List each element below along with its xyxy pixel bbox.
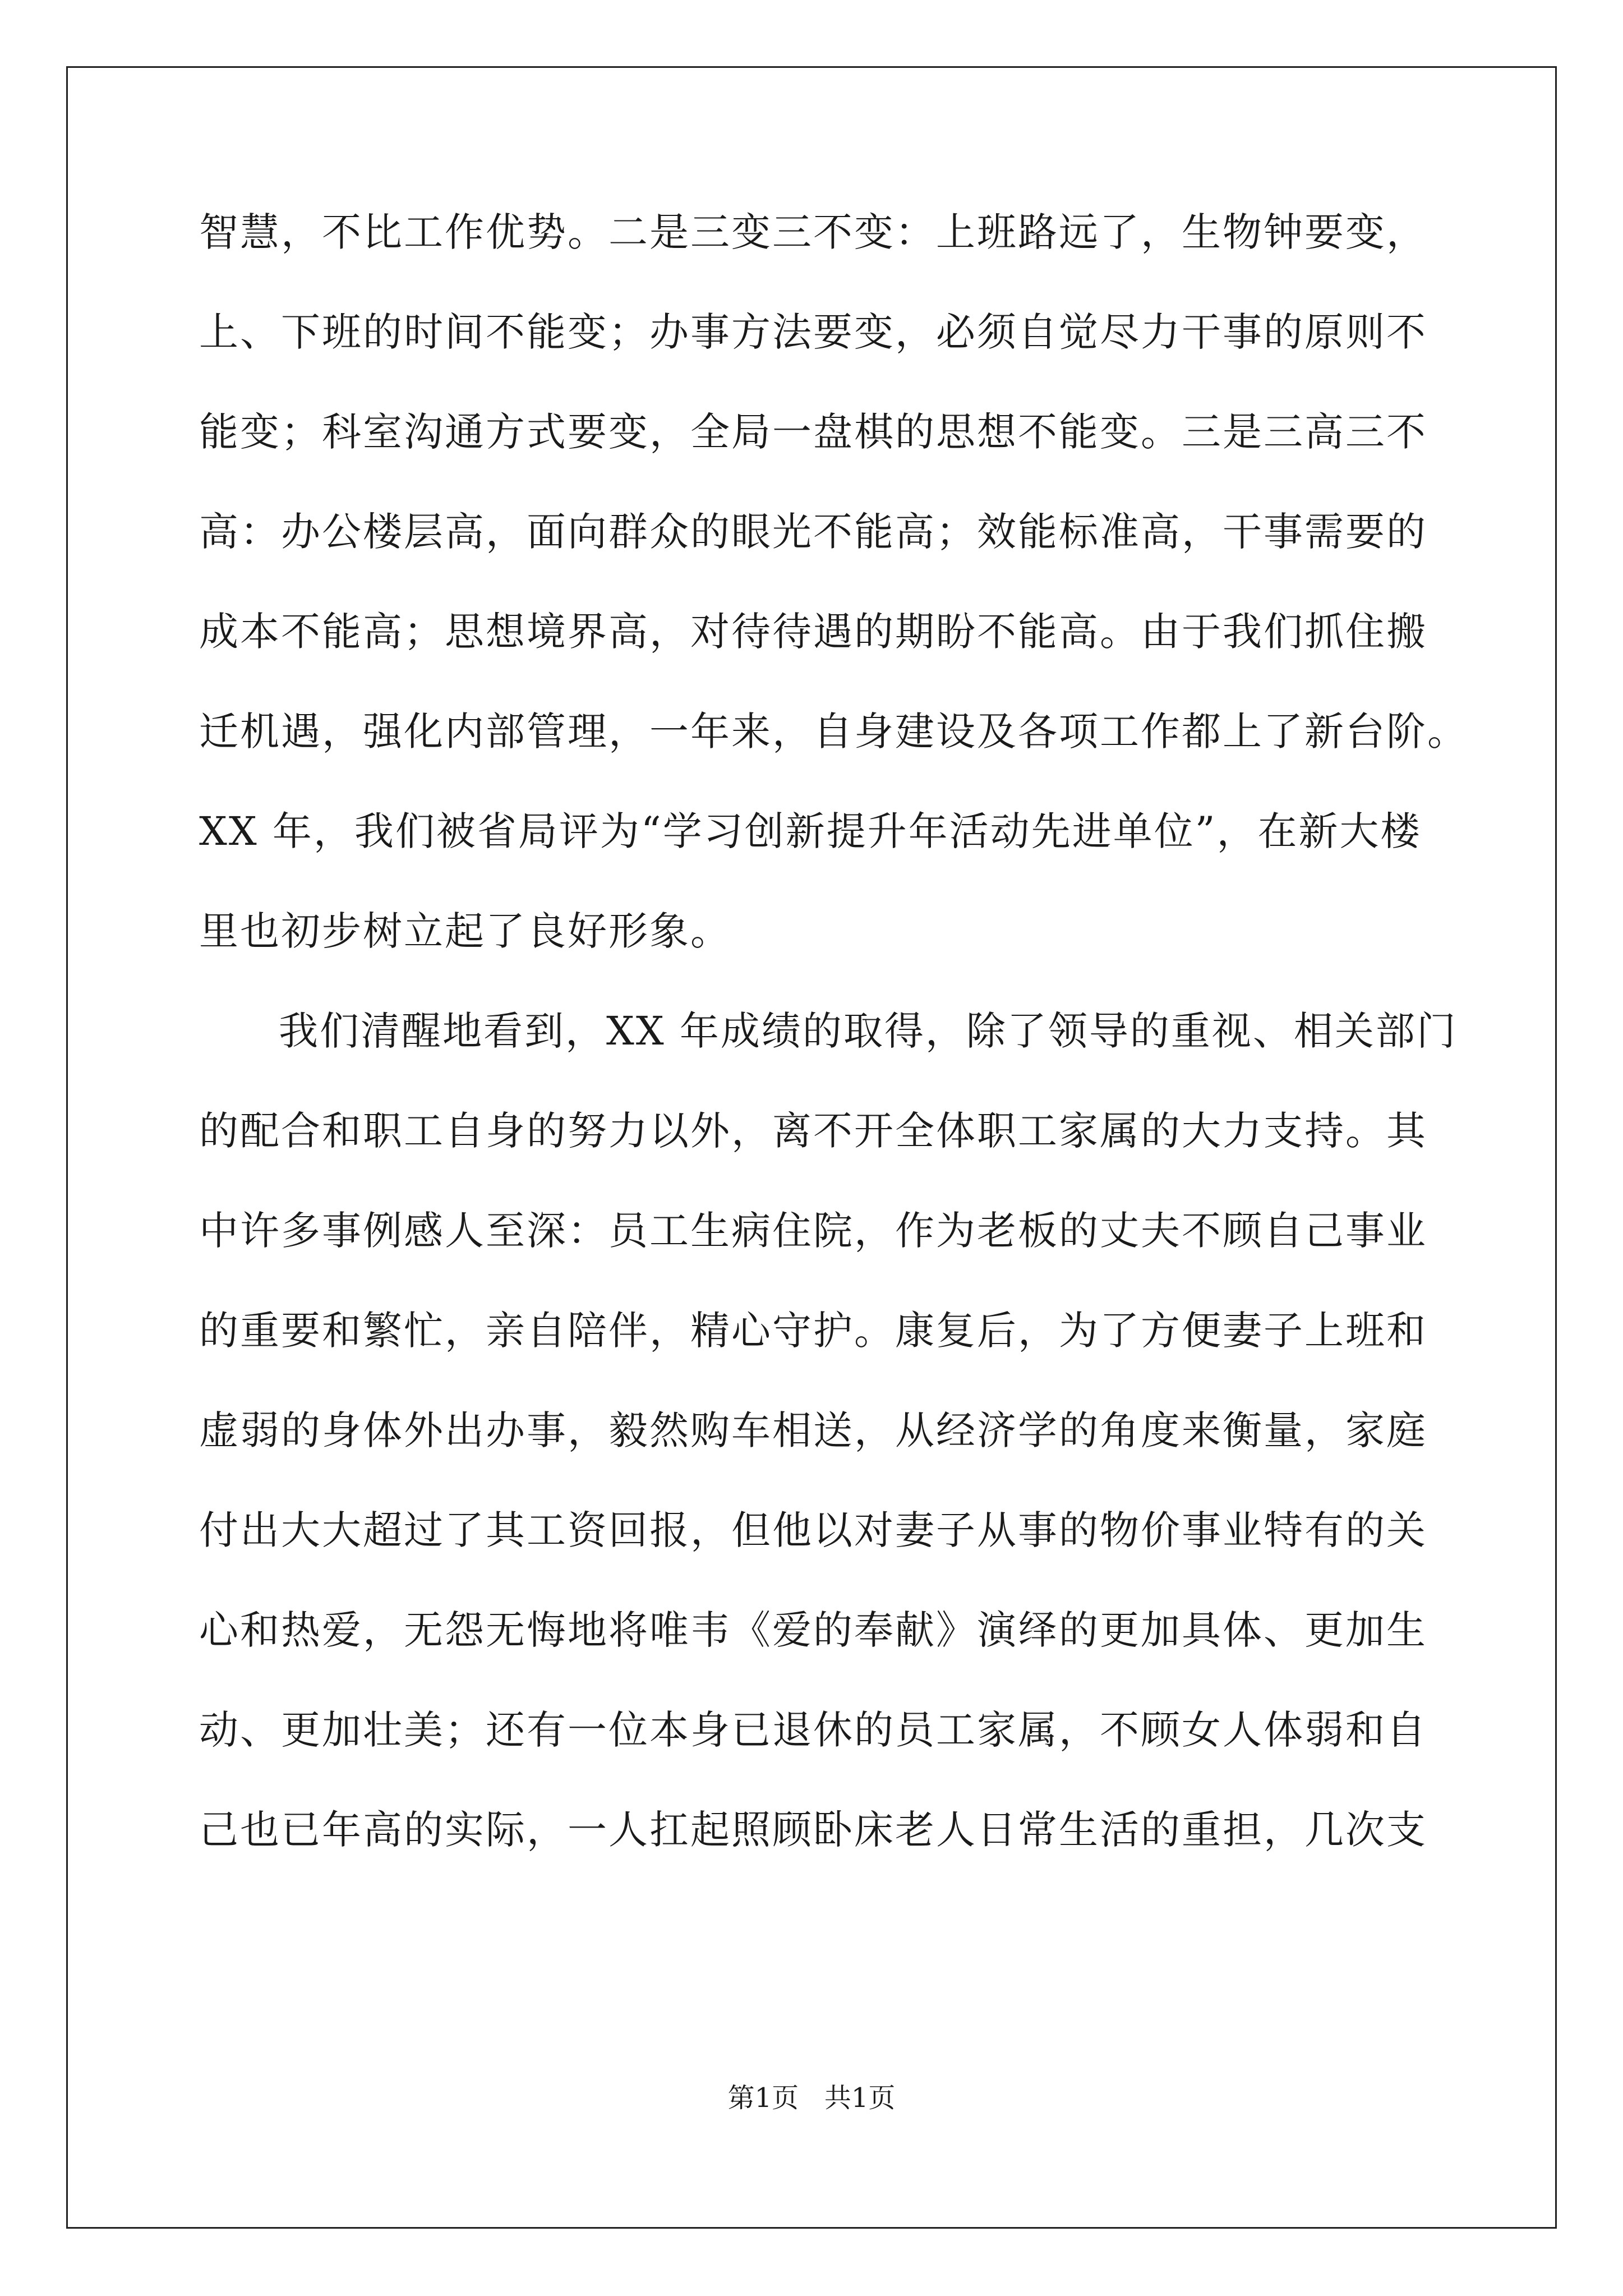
text-line: 高：办公楼层高，面向群众的眼光不能高；效能标准高，干事需要的 [199, 509, 1427, 555]
paragraph-first-line: 我们清醒地看到，XX 年成绩的取得，除了领导的重视、相关部门 [279, 1008, 1458, 1054]
page-footer [0, 2081, 1623, 2115]
text-line: 能变；科室沟通方式要变，全局一盘棋的思想不能变。三是三高三不 [199, 409, 1427, 455]
page-total-label: 共1页 [824, 2082, 896, 2114]
text-line: 的重要和繁忙，亲自陪伴，精心守护。康复后，为了方便妻子上班和 [199, 1308, 1427, 1354]
text-line: 智慧，不比工作优势。二是三变三不变：上班路远了，生物钟要变， [199, 209, 1427, 255]
text-line: 付出大大超过了其工资回报，但他以对妻子从事的物价事业特有的关 [199, 1507, 1427, 1553]
text-line: 动、更加壮美；还有一位本身已退休的员工家属，不顾女人体弱和自 [199, 1707, 1427, 1753]
text-line: 迁机遇，强化内部管理，一年来，自身建设及各项工作都上了新台阶。 [199, 708, 1468, 754]
text-line: 己也已年高的实际，一人扛起照顾卧床老人日常生活的重担，几次支 [199, 1807, 1427, 1853]
text-line: 里也初步树立起了良好形象。 [199, 908, 731, 954]
text-line: 成本不能高；思想境界高，对待待遇的期盼不能高。由于我们抓住搬 [199, 609, 1427, 655]
text-line: 的配合和职工自身的努力以外，离不开全体职工家属的大力支持。其 [199, 1108, 1427, 1154]
page-number-label: 第1页 [727, 2082, 799, 2114]
document-body [199, 182, 1468, 1880]
text-line: XX 年，我们被省局评为“学习创新提升年活动先进单位”，在新大楼 [199, 808, 1422, 854]
text-line: 心和热爱，无怨无悔地将唯韦《爱的奉献》演绎的更加具体、更加生 [199, 1607, 1427, 1653]
text-line: 虚弱的身体外出办事，毅然购车相送，从经济学的角度来衡量，家庭 [199, 1407, 1427, 1453]
text-line: 中许多事例感人至深：员工生病住院，作为老板的丈夫不顾自己事业 [199, 1208, 1427, 1254]
text-line: 上、下班的时间不能变；办事方法要变，必须自觉尽力干事的原则不 [199, 309, 1427, 355]
footer-spacer [799, 2082, 824, 2114]
